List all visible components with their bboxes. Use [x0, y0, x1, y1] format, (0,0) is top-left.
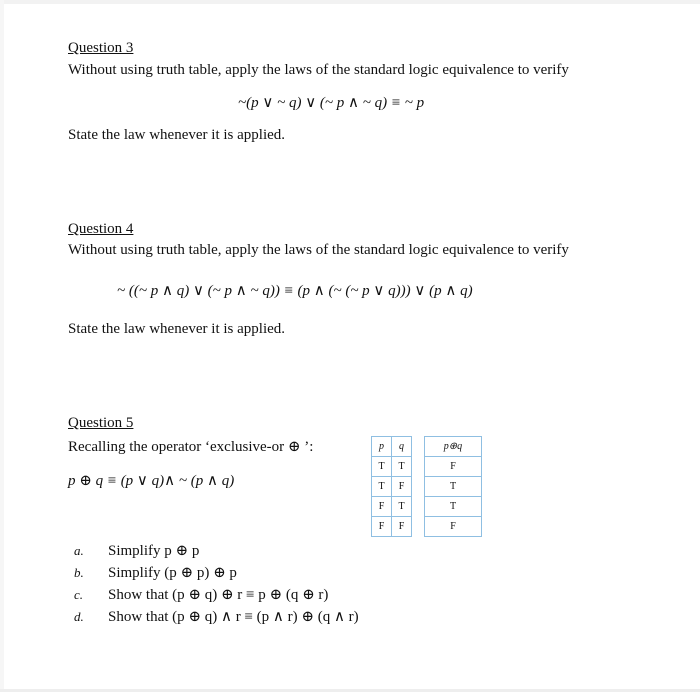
question-5-title: Question 5 — [68, 415, 134, 431]
part-text: Show that (p ⊕ q) ∧ r ≡ (p ∧ r) ⊕ (q ∧ r) — [108, 609, 359, 625]
part-letter: b. — [74, 565, 84, 580]
page-top-edge — [0, 0, 700, 4]
part-text: Show that (p ⊕ q) ⊕ r ≡ p ⊕ (q ⊕ r) — [108, 587, 329, 603]
table-spacer — [412, 477, 425, 497]
table-cell: F — [425, 517, 482, 537]
question-4-title: Question 4 — [68, 221, 134, 237]
table-cell: F — [392, 477, 412, 497]
table-cell: T — [425, 477, 482, 497]
part-text: Simplify (p ⊕ p) ⊕ p — [108, 565, 237, 581]
table-cell: T — [372, 457, 392, 477]
table-cell: F — [372, 497, 392, 517]
table-cell: T — [392, 497, 412, 517]
part-letter: d. — [74, 609, 84, 624]
question-3-formula: ~(p ∨ ~ q) ∨ (~ p ∧ ~ q) ≡ ~ p — [238, 95, 425, 111]
question-3-title: Question 3 — [68, 40, 134, 56]
question-4-formula: ~ ((~ p ∧ q) ∨ (~ p ∧ ~ q)) ≡ (p ∧ (~ (~ p ∨ q))) ∨ (p ∧ q) — [117, 283, 473, 299]
table-row — [372, 517, 482, 537]
table-header-p: p — [372, 437, 392, 457]
table-cell: F — [425, 457, 482, 477]
part-letter: c. — [74, 587, 84, 602]
table-row — [372, 497, 482, 517]
table-header-xor: p⊕q — [425, 437, 482, 457]
truth-table-header-row — [372, 437, 482, 457]
table-cell: T — [372, 477, 392, 497]
question-3-note: State the law whenever it is applied. — [68, 127, 286, 143]
table-spacer — [412, 497, 425, 517]
table-spacer — [412, 517, 425, 537]
question-4-note: State the law whenever it is applied. — [68, 321, 286, 337]
table-row — [372, 457, 482, 477]
question-5-prompt: Recalling the operator ‘exclusive-or ⊕ ’: — [68, 439, 314, 455]
part-letter: a. — [74, 543, 84, 558]
page-left-edge — [0, 0, 4, 692]
xor-definition-formula: p ⊕ q ≡ (p ∨ q)∧ ~ (p ∧ q) — [68, 473, 235, 489]
table-spacer — [412, 457, 425, 477]
part-text: Simplify p ⊕ p — [108, 543, 200, 559]
xor-truth-table — [371, 436, 482, 537]
question-3-prompt: Without using truth table, apply the laws of the standard logic equivalence to verify — [68, 62, 569, 78]
table-row — [372, 477, 482, 497]
table-header-q: q — [392, 437, 412, 457]
table-cell: T — [392, 457, 412, 477]
question-4-prompt: Without using truth table, apply the laws of the standard logic equivalence to verify — [68, 242, 569, 258]
table-cell: T — [425, 497, 482, 517]
table-cell: F — [392, 517, 412, 537]
table-cell: F — [372, 517, 392, 537]
table-spacer — [412, 437, 425, 457]
